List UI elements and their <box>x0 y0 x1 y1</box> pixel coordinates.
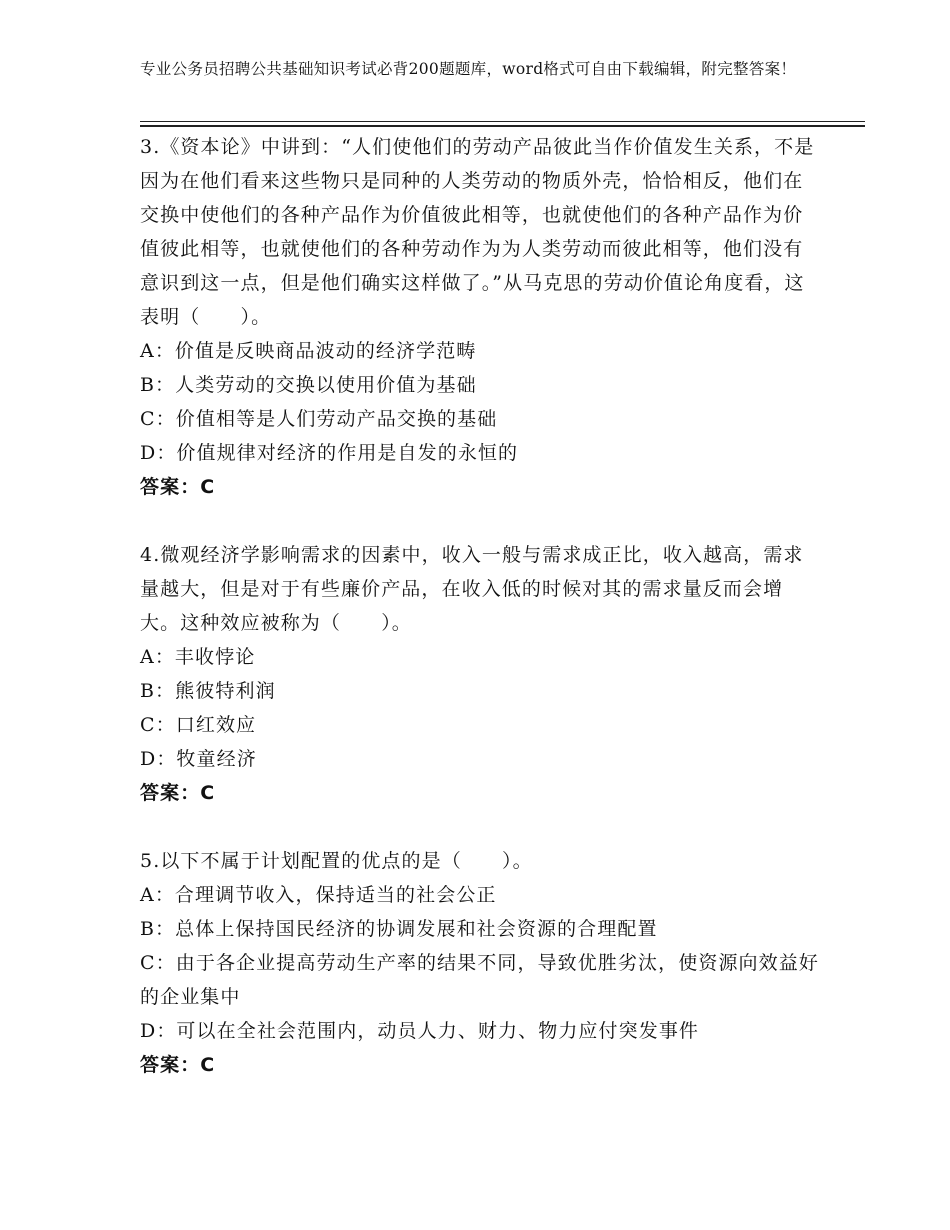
option-a: A：丰收悖论 <box>140 646 256 668</box>
option-d: D：牧童经济 <box>140 748 257 770</box>
option-a: A：价值是反映商品波动的经济学范畴 <box>140 340 477 362</box>
question-block <box>140 538 820 810</box>
option-c: C：价值相等是人们劳动产品交换的基础 <box>140 408 498 430</box>
answer-line: 答案：C <box>140 476 216 498</box>
option-c: C：由于各企业提高劳动生产率的结果不同，导致优胜劣汰，使资源向效益好的企业集中 <box>140 952 819 1008</box>
question-stem: 3.《资本论》中讲到：“人们使他们的劳动产品彼此当作价值发生关系，不是因为在他们看来这些物只是同种的人类劳动的物质外壳，恰恰相反，他们在交换中使他们的各种产品作为价值彼此相等，也就使他们的各种产品作为价值彼此相等，也就使他们的各种劳动作为为人类劳动而彼此相等，他们没有意识到这一点，但是他们确实这样做了。”从马克思的劳动价值论角度看，这表明（ ）。 <box>140 136 815 328</box>
question-list <box>140 130 820 1082</box>
header-rule-thick <box>140 125 865 127</box>
option-b: B：人类劳动的交换以使用价值为基础 <box>140 374 477 396</box>
document-header: 专业公务员招聘公共基础知识考试必背200题题库，word格式可自由下载编辑，附完整答案！ <box>140 60 797 78</box>
option-b: B：熊彼特利润 <box>140 680 276 702</box>
question-block <box>140 130 820 504</box>
header-rule-thin <box>140 121 865 122</box>
option-a: A：合理调节收入，保持适当的社会公正 <box>140 884 497 906</box>
spacer <box>140 504 820 538</box>
option-d: D：可以在全社会范围内，动员人力、财力、物力应付突发事件 <box>140 1020 700 1042</box>
answer-line: 答案：C <box>140 1054 216 1076</box>
question-block <box>140 844 820 1082</box>
answer-line: 答案：C <box>140 782 216 804</box>
option-d: D：价值规律对经济的作用是自发的永恒的 <box>140 442 519 464</box>
question-stem: 5.以下不属于计划配置的优点的是（ ）。 <box>140 850 533 872</box>
spacer <box>140 810 820 844</box>
option-c: C：口红效应 <box>140 714 257 736</box>
option-b: B：总体上保持国民经济的协调发展和社会资源的合理配置 <box>140 918 658 940</box>
question-stem: 4.微观经济学影响需求的因素中，收入一般与需求成正比，收入越高，需求量越大，但是对于有些廉价产品，在收入低的时候对其的需求量反而会增大。这种效应被称为（ ）。 <box>140 544 804 634</box>
